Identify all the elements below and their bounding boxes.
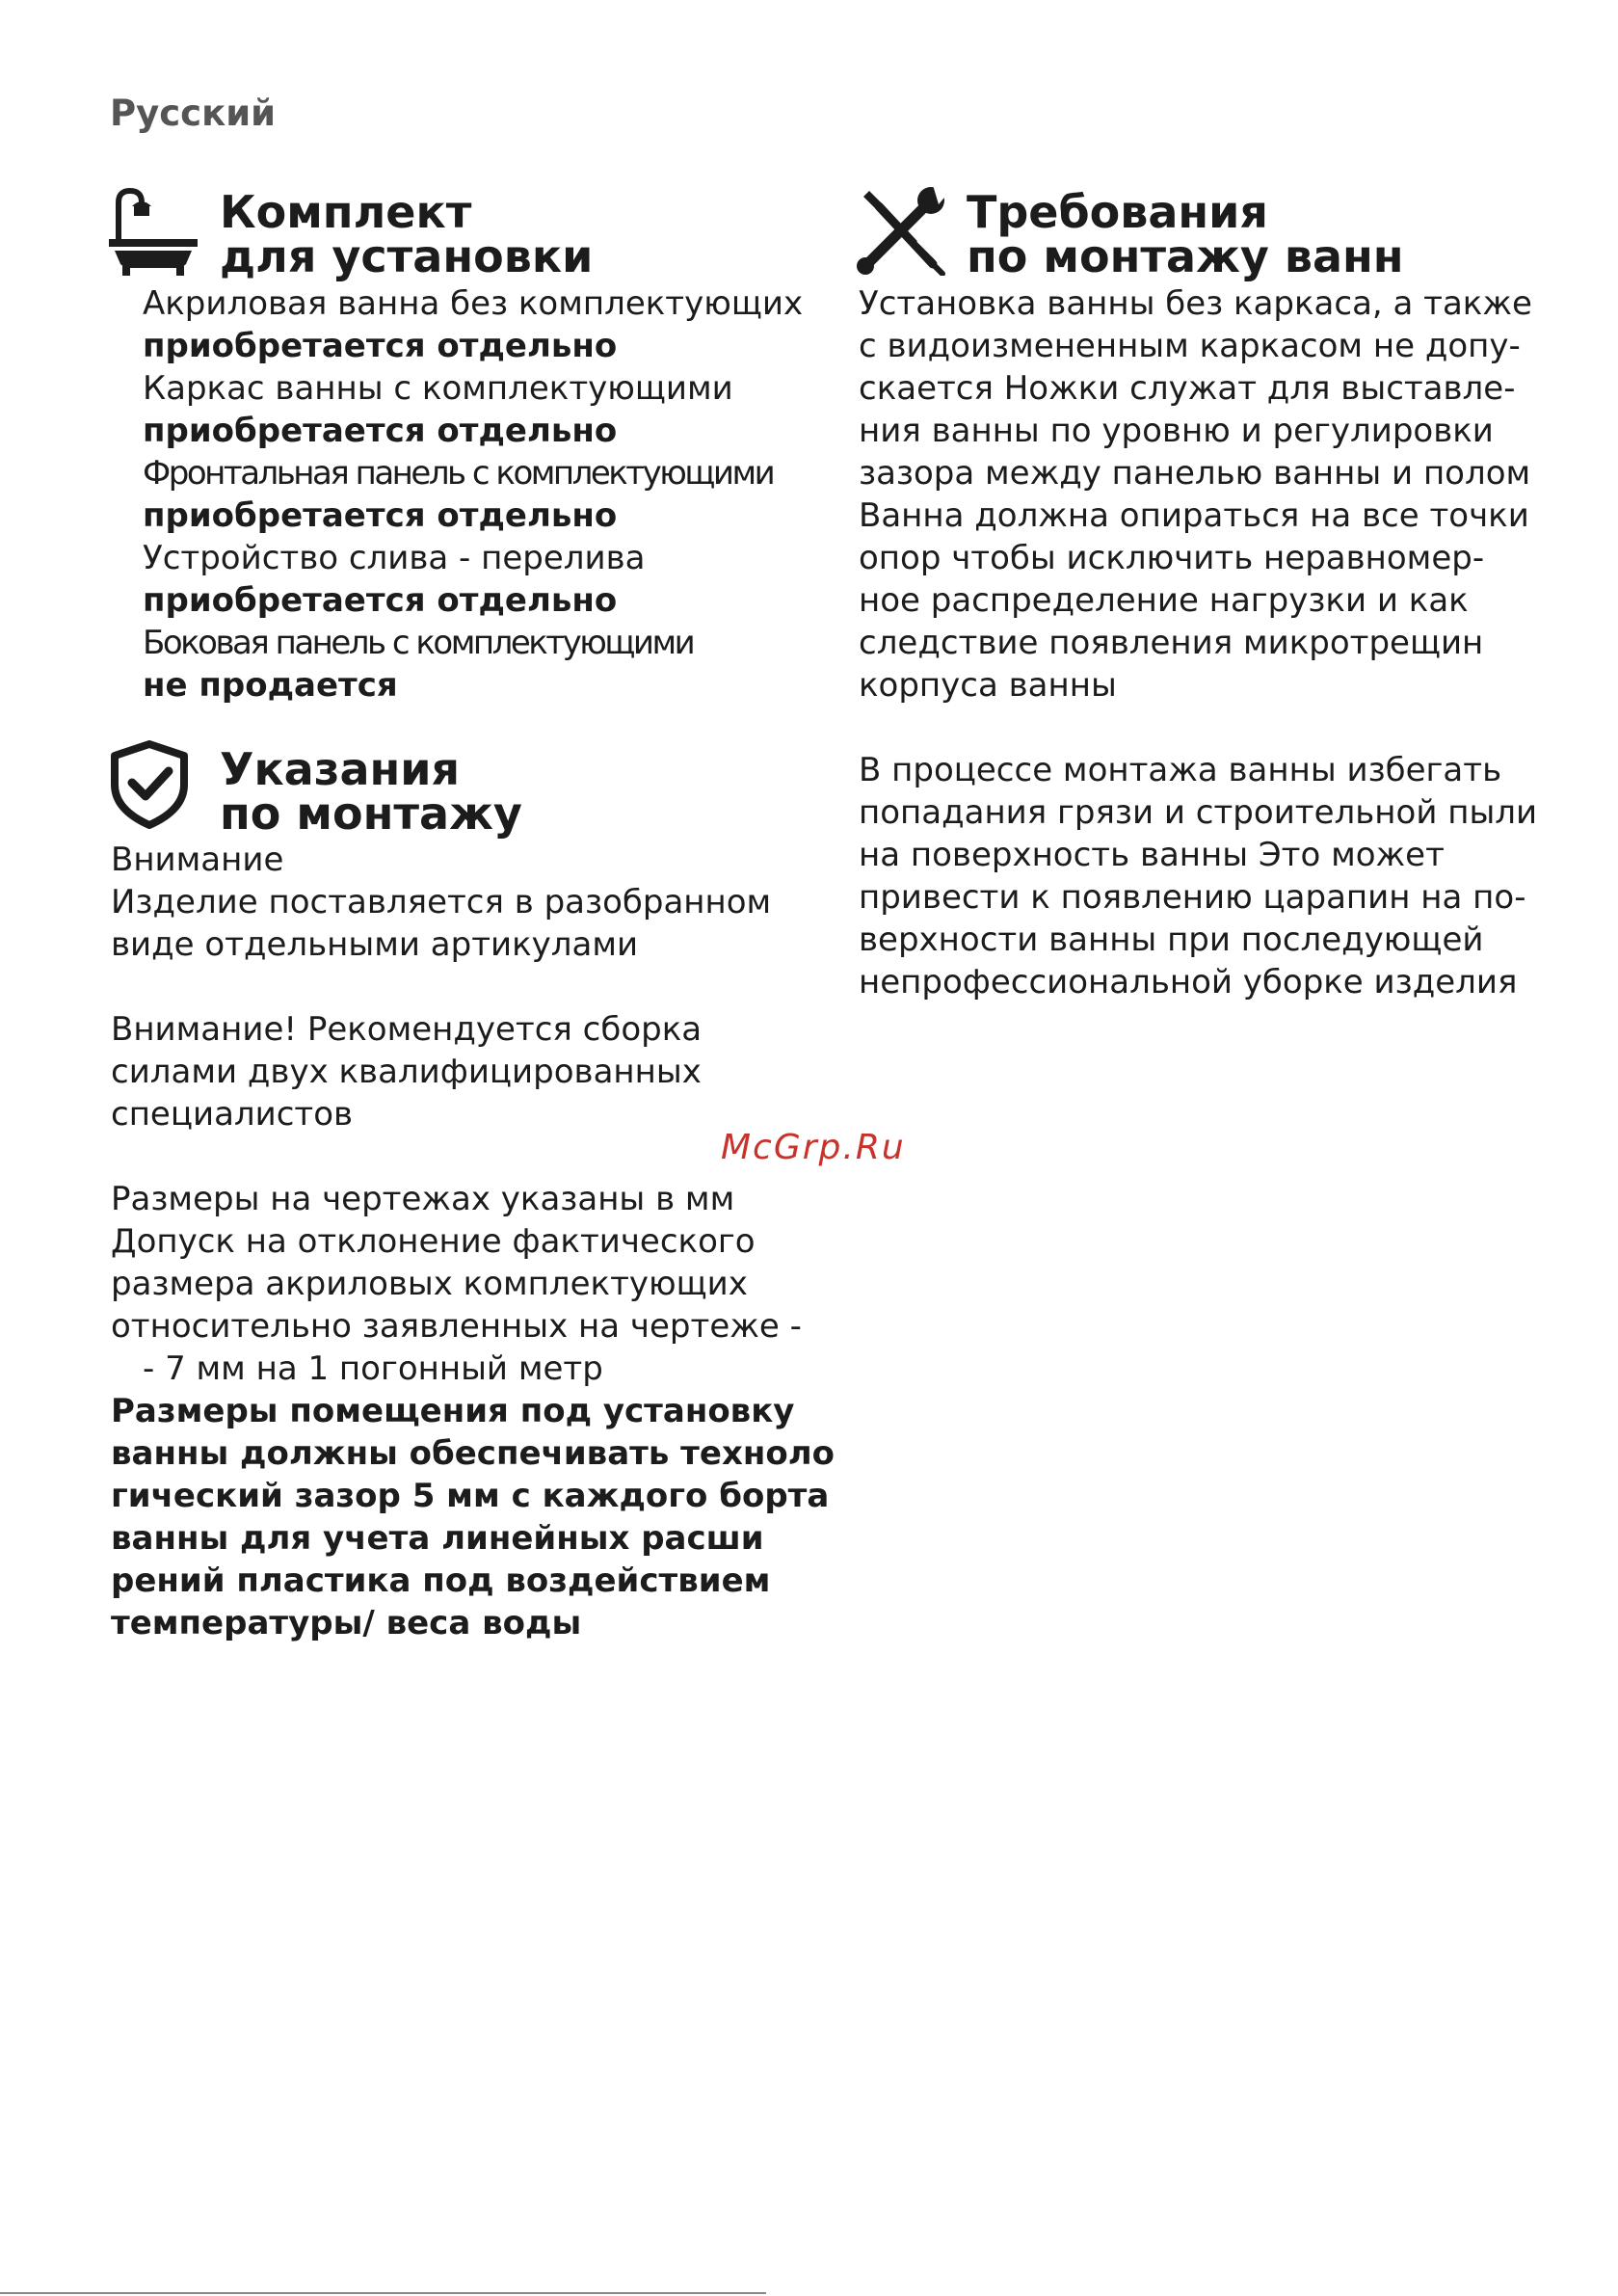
text-line: В процессе монтажа ванны избегать: [859, 751, 1502, 789]
text-line: относительно заявленных на чертеже -: [111, 1307, 802, 1346]
text-line-bold: температуры/ веса воды: [111, 1604, 582, 1642]
shield-check-icon: [109, 740, 190, 829]
kit-item-note: не продается: [143, 666, 398, 705]
text-line: - 7 мм на 1 погонный метр: [143, 1349, 603, 1388]
text-line: специалистов: [111, 1095, 354, 1134]
text-line: зазора между панелью ванны и полом: [859, 454, 1531, 493]
text-line: непрофессиональной уборке изделия: [859, 963, 1518, 1001]
kit-list: [111, 282, 803, 707]
text-line-bold: ванны для учета линейных расши: [111, 1519, 764, 1558]
instructions-title: Указания по монтажу: [220, 743, 522, 840]
text-line: виде отдельными артикулами: [111, 925, 639, 964]
text-line-bold: ванны должны обеспечивать техноло: [111, 1434, 835, 1473]
text-line: Внимание! Рекомендуется сборка: [111, 1010, 703, 1049]
text-line: с видоизмененным каркасом не допу-: [859, 327, 1521, 365]
kit-item-note: приобретается отдельно: [143, 496, 618, 535]
requirements-text: [859, 282, 1537, 1003]
bottom-divider: [0, 2292, 766, 2294]
bathtub-shower-icon: [109, 185, 198, 276]
text-line: попадания грязи и строительной пыли: [859, 793, 1538, 832]
text-line-bold: рений пластика под воздействием: [111, 1562, 771, 1600]
watermark: McGrp.Ru: [721, 1128, 906, 1167]
text-line: верхности ванны при последующей: [859, 921, 1484, 959]
text-line: опор чтобы исключить неравномер-: [859, 539, 1485, 577]
text-line: силами двух квалифицированных: [111, 1053, 702, 1091]
kit-title: Комплект для установки: [220, 186, 594, 282]
kit-item: Фронтальная панель с комплектующими: [143, 454, 774, 493]
text-line: Допуск на отклонение фактического: [111, 1222, 756, 1261]
text-line: следствие появления микротрещин: [859, 624, 1484, 662]
text-line: ния ванны по уровню и регулировки: [859, 412, 1494, 450]
kit-item-note: приобретается отдельно: [143, 327, 618, 365]
kit-item-note: приобретается отдельно: [143, 581, 618, 620]
text-line: Изделие поставляется в разобранном: [111, 883, 772, 921]
text-line: Размеры на чертежах указаны в мм: [111, 1180, 735, 1218]
text-line: Ванна должна опираться на все точки: [859, 496, 1529, 535]
text-line: ное распределение нагрузки и как: [859, 581, 1469, 620]
wrench-screwdriver-icon: [856, 185, 948, 276]
text-line: привести к появлению царапин на по-: [859, 878, 1526, 917]
kit-item: Акриловая ванна без комплектующих: [143, 284, 804, 323]
text-line: на поверхность ванны Это может: [859, 836, 1445, 874]
kit-item: Боковая панель с комплектующими: [143, 624, 694, 662]
text-line: корпуса ванны: [859, 666, 1117, 705]
text-line: размера акриловых комплектующих: [111, 1265, 748, 1303]
requirements-title: Требования по монтажу ванн: [967, 186, 1404, 282]
text-line: Установка ванны без каркаса, а также: [859, 284, 1532, 323]
text-line: скается Ножки служат для выставле-: [859, 369, 1516, 408]
text-line: Внимание: [111, 841, 284, 879]
text-line-bold: гический зазор 5 мм с каждого борта: [111, 1477, 830, 1515]
language-label: Русский: [110, 93, 277, 134]
kit-item: Каркас ванны с комплектующими: [143, 369, 733, 408]
kit-item-note: приобретается отдельно: [143, 412, 618, 450]
instructions-text: [111, 839, 835, 1644]
text-line-bold: Размеры помещения под установку: [111, 1392, 795, 1430]
kit-item: Устройство слива - перелива: [143, 539, 646, 577]
